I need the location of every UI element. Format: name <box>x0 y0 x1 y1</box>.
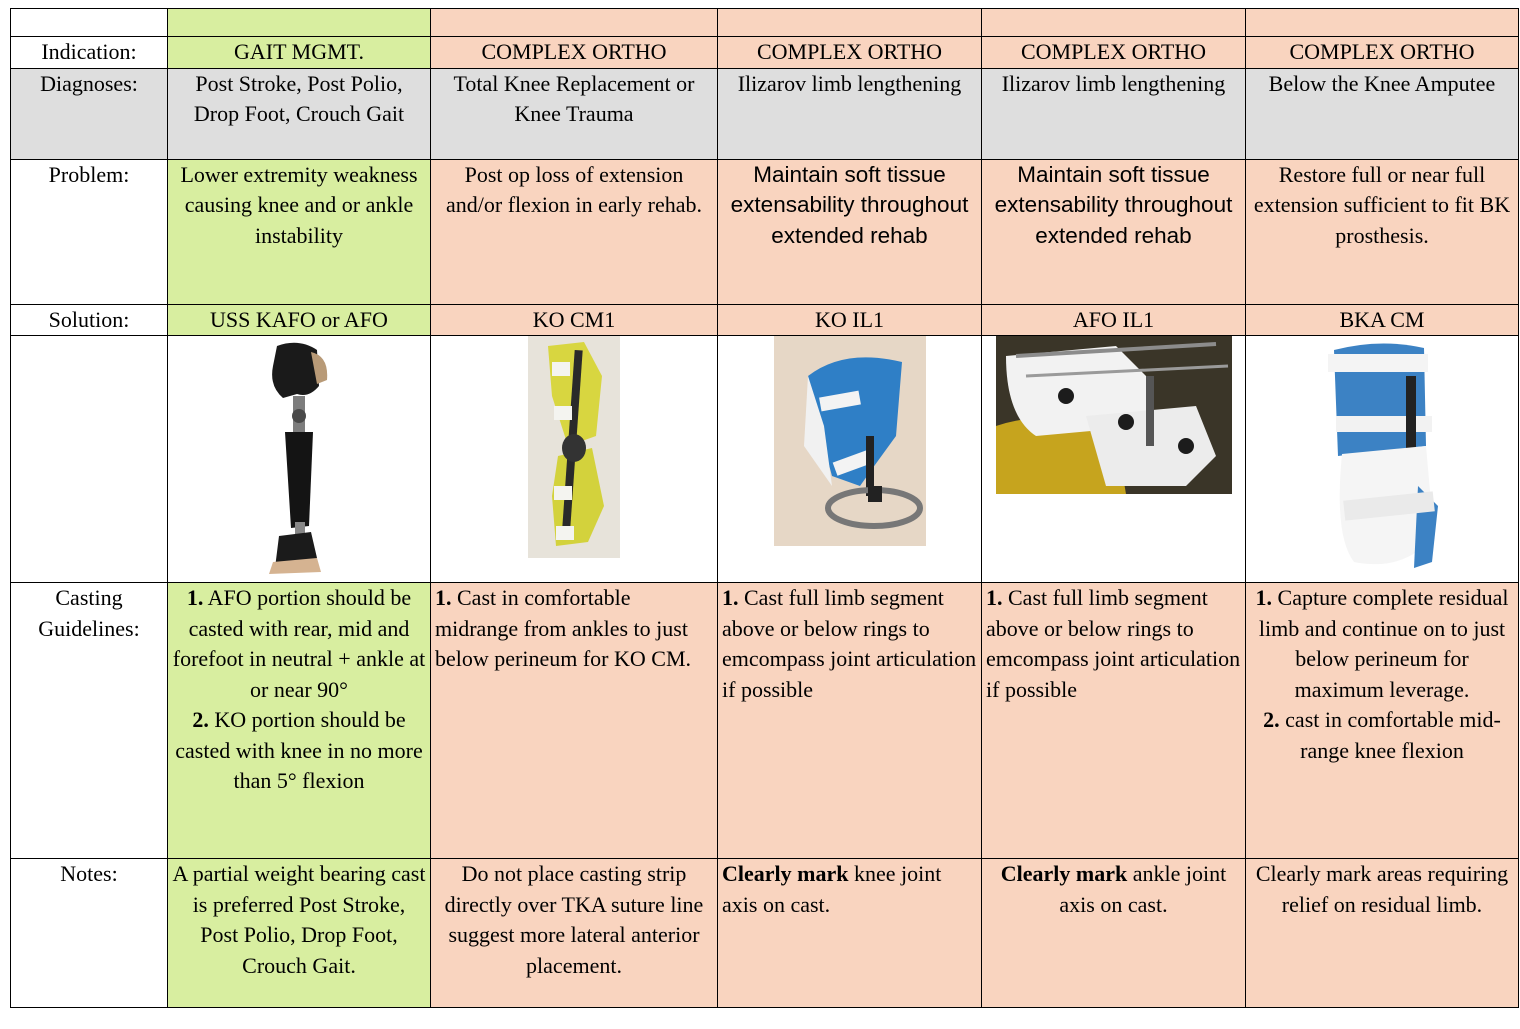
problem-cell: Restore full or near full extension sufficient to fit BK prosthesis. <box>1246 159 1519 304</box>
row-label-casting-guidelines: Casting Guidelines: <box>11 583 168 859</box>
diagnoses-row <box>11 68 1519 159</box>
blank-cell <box>11 336 168 583</box>
casting-step-number: 2. <box>1263 707 1280 732</box>
casting-step-number: 2. <box>192 707 209 732</box>
row-label-notes: Notes: <box>11 859 168 1008</box>
notes-cell: Do not place casting strip directly over TKA suture line suggest more lateral anterior placement. <box>431 859 718 1008</box>
notes-row <box>11 859 1519 1008</box>
row-label-indication: Indication: <box>11 37 168 69</box>
casting-step-text: KO portion should be casted with knee in no more than 5° flexion <box>175 707 423 793</box>
blank-cell <box>11 9 168 37</box>
problem-cell: Maintain soft tissue extensability throughout extended rehab <box>718 159 982 304</box>
casting-step-text: Cast full limb segment above or below rings to emcompass joint articulation if possible <box>722 585 977 702</box>
casting-cell <box>431 583 718 859</box>
solution-row <box>11 304 1519 336</box>
notes-cell: A partial weight bearing cast is preferred Post Stroke, Post Polio, Drop Foot, Crouch Gait. <box>168 859 431 1008</box>
notes-emphasis: Clearly mark <box>722 861 849 886</box>
casting-cell <box>982 583 1246 859</box>
kafo-brace-photo <box>168 336 431 583</box>
row-label-diagnoses: Diagnoses: <box>11 68 168 159</box>
indication-cell: GAIT MGMT. <box>168 37 431 69</box>
casting-step-text: Cast full limb segment above or below rings to emcompass joint articulation if possible <box>986 585 1241 702</box>
casting-step-text: AFO portion should be casted with rear, mid and forefoot in neutral + ankle at or near 90° <box>172 585 426 702</box>
blank-cell <box>168 9 431 37</box>
indication-cell: COMPLEX ORTHO <box>718 37 982 69</box>
notes-emphasis: Clearly mark <box>1000 861 1128 886</box>
image-row <box>11 336 1519 583</box>
blank-cell <box>718 9 982 37</box>
row-label-problem: Problem: <box>11 159 168 304</box>
indication-cell: COMPLEX ORTHO <box>1246 37 1519 69</box>
casting-step-number: 1. <box>186 585 204 610</box>
diagnoses-cell: Ilizarov limb lengthening <box>718 68 982 159</box>
blank-cell <box>1246 9 1519 37</box>
diagnoses-cell: Post Stroke, Post Polio, Drop Foot, Crouch Gait <box>168 68 431 159</box>
problem-cell: Maintain soft tissue extensability throughout extended rehab <box>982 159 1246 304</box>
notes-cell <box>982 859 1246 1008</box>
indication-row <box>11 37 1519 69</box>
indication-cell: COMPLEX ORTHO <box>982 37 1246 69</box>
casting-step-text: cast in comfortable mid-range knee flexion <box>1279 707 1501 763</box>
notes-text: knee joint axis on cast. <box>722 861 942 917</box>
casting-step-number: 1. <box>435 585 452 610</box>
solution-cell: KO CM1 <box>431 304 718 336</box>
notes-text: ankle joint axis on cast. <box>1059 861 1227 917</box>
solution-cell: AFO IL1 <box>982 304 1246 336</box>
solution-cell: USS KAFO or AFO <box>168 304 431 336</box>
diagnoses-cell: Below the Knee Amputee <box>1246 68 1519 159</box>
solution-cell: BKA CM <box>1246 304 1519 336</box>
casting-step-text: Cast in comfortable midrange from ankles to just below perineum for KO CM. <box>435 585 692 671</box>
casting-step-number: 1. <box>1255 585 1273 610</box>
ilizarov-knee-orthosis-photo <box>718 336 982 583</box>
problem-cell: Post op loss of extension and/or flexion in early rehab. <box>431 159 718 304</box>
notes-cell <box>718 859 982 1008</box>
bka-orthosis-photo <box>1246 336 1519 583</box>
casting-cell <box>1246 583 1519 859</box>
problem-cell: Lower extremity weakness causing knee and or ankle instability <box>168 159 431 304</box>
orthosis-comparison-table <box>10 8 1519 1008</box>
casting-step-number: 1. <box>986 585 1003 610</box>
header-spacer-row <box>11 9 1519 37</box>
casting-step-text: Capture complete residual limb and continue on to just below perineum for maximum leverage. <box>1258 585 1509 702</box>
casting-guidelines-row <box>11 583 1519 859</box>
knee-orthosis-photo <box>431 336 718 583</box>
casting-step-number: 1. <box>722 585 739 610</box>
knee-orthosis-photo-icon <box>528 336 620 558</box>
indication-cell: COMPLEX ORTHO <box>431 37 718 69</box>
notes-cell: Clearly mark areas requiring relief on residual limb. <box>1246 859 1519 1008</box>
kafo-brace-photo-icon <box>239 336 359 580</box>
row-label-solution: Solution: <box>11 304 168 336</box>
problem-row <box>11 159 1519 304</box>
ilizarov-afo-photo-icon <box>996 336 1232 494</box>
solution-cell: KO IL1 <box>718 304 982 336</box>
blank-cell <box>431 9 718 37</box>
casting-cell <box>168 583 431 859</box>
diagnoses-cell: Ilizarov limb lengthening <box>982 68 1246 159</box>
ilizarov-afo-photo <box>982 336 1246 583</box>
casting-cell <box>718 583 982 859</box>
bka-orthosis-photo-icon <box>1314 336 1450 576</box>
diagnoses-cell: Total Knee Replacement or Knee Trauma <box>431 68 718 159</box>
blank-cell <box>982 9 1246 37</box>
ilizarov-knee-orthosis-photo-icon <box>774 336 926 546</box>
